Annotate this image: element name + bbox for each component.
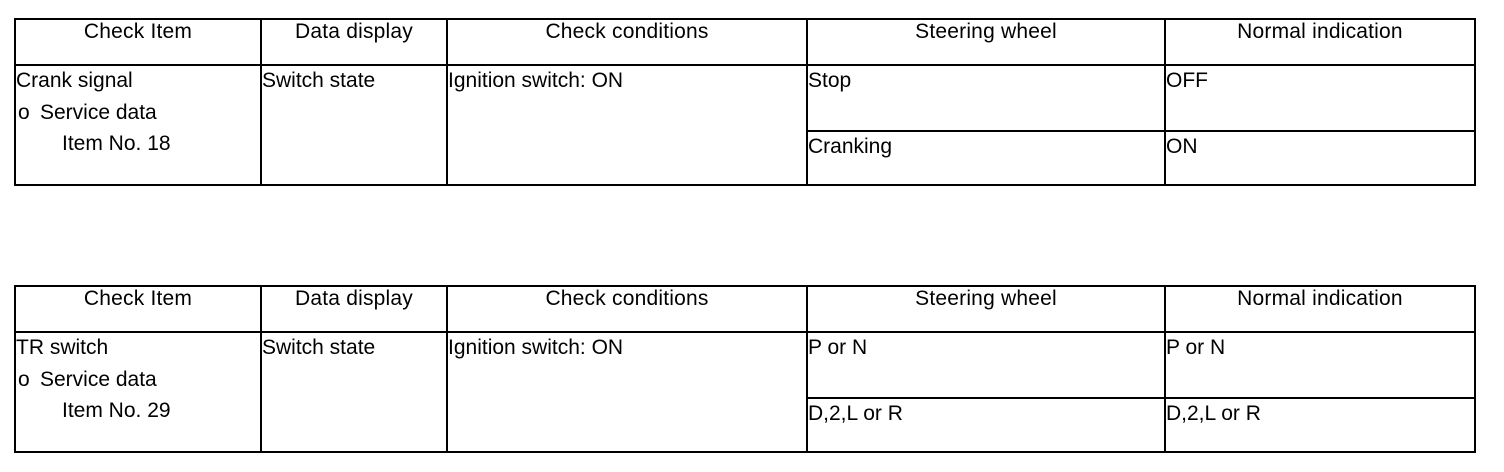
cell-normal-indication: D,2,L or R xyxy=(1165,398,1475,452)
header-normal-indication: Normal indication xyxy=(1165,19,1475,65)
header-check-item: Check Item xyxy=(15,19,261,65)
check-item-sub-line1: Service data xyxy=(40,368,157,392)
header-steering-wheel: Steering wheel xyxy=(807,19,1165,65)
header-data-display: Data display xyxy=(261,286,447,332)
header-data-display: Data display xyxy=(261,19,447,65)
header-steering-wheel: Steering wheel xyxy=(807,286,1165,332)
check-item-sub xyxy=(16,365,260,395)
check-item-sub-line2: Item No. 18 xyxy=(62,131,171,155)
cell-check-item xyxy=(15,65,261,185)
header-check-conditions: Check conditions xyxy=(447,286,807,332)
cell-data-display: Switch state xyxy=(261,332,447,452)
check-item-sub-line1: Service data xyxy=(40,101,157,125)
check-item-title: TR switch xyxy=(16,336,109,359)
cell-check-item xyxy=(15,332,261,452)
cell-normal-indication: P or N xyxy=(1165,332,1475,398)
cell-steering-wheel: D,2,L or R xyxy=(807,398,1165,452)
check-item-title: Crank signal xyxy=(16,69,133,92)
table-row xyxy=(15,65,1475,131)
check-item-sub xyxy=(16,98,260,128)
table-header-row xyxy=(15,286,1475,332)
cell-normal-indication: ON xyxy=(1165,131,1475,185)
check-item-sub-line2: Item No. 29 xyxy=(62,398,171,422)
cell-data-display: Switch state xyxy=(261,65,447,185)
cell-steering-wheel: Stop xyxy=(807,65,1165,131)
cell-check-conditions: Ignition switch: ON xyxy=(447,65,807,185)
cell-normal-indication: OFF xyxy=(1165,65,1475,131)
header-check-conditions: Check conditions xyxy=(447,19,807,65)
tr-switch-table xyxy=(14,285,1476,453)
cell-steering-wheel: P or N xyxy=(807,332,1165,398)
header-normal-indication: Normal indication xyxy=(1165,286,1475,332)
crank-signal-table xyxy=(14,18,1476,186)
header-check-item: Check Item xyxy=(15,286,261,332)
table-row xyxy=(15,332,1475,398)
cell-steering-wheel: Cranking xyxy=(807,131,1165,185)
table-header-row xyxy=(15,19,1475,65)
bullet-marker: o xyxy=(18,101,30,125)
cell-check-conditions: Ignition switch: ON xyxy=(447,332,807,452)
bullet-marker: o xyxy=(18,368,30,392)
